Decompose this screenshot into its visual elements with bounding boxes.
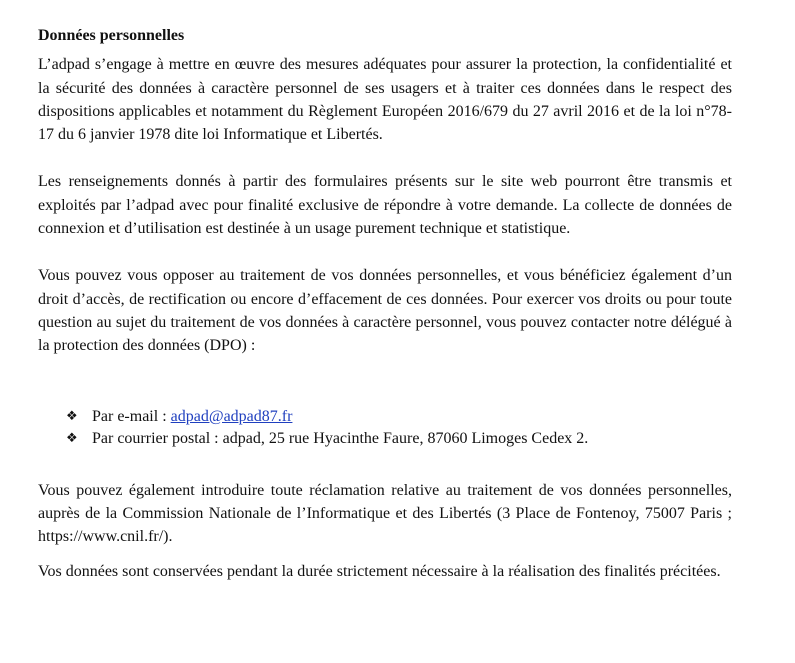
paragraph-commitment: L’adpad s’engage à mettre en œuvre des mesures adéquates pour assurer la protection, la confidentialité et la sécurité des données à caractère personnel de ses usagers et à traiter ces données dans le respect des dispositions applicables et notamment du Règlement Européen 2016/679 du 27 avril 2016 et de la loi n°78-17 du 6 janvier 1978 dite loi Informatique et Libertés. bbox=[38, 56, 732, 144]
paragraph-retention: Vos données sont conservées pendant la durée strictement nécessaire à la réalisation des finalités précitées. bbox=[38, 563, 721, 581]
list-item bbox=[66, 428, 732, 450]
paragraph-forms: Les renseignements donnés à partir des formulaires présents sur le site web pourront être transmis et exploités par l’adpad avec pour finalité exclusive de répondre à votre demande. La collecte de données de connexion et d’utilisation est destinée à un usage purement technique et statistique. bbox=[38, 173, 732, 238]
paragraph-rights: Vous pouvez vous opposer au traitement de vos données personnelles, et vous bénéficiez également d’un droit d’accès, de rectification ou encore d’effacement de ces données. Pour exercer vos droits ou pour toute question au sujet du traitement de vos données à caractère personnel, vous pouvez contacter notre délégué à la protection des données (DPO) : bbox=[38, 267, 732, 355]
diamond-bullet-icon: ❖ bbox=[66, 408, 78, 424]
email-link[interactable]: adpad@adpad87.fr bbox=[170, 407, 293, 425]
paragraph-complaint: Vous pouvez également introduire toute réclamation relative au traitement de vos données personnelles, auprès de la Commission Nationale de l’Informatique et des Libertés (3 Place de Fontenoy, 75007 Paris ; https://www.cnil.fr/). bbox=[38, 481, 732, 546]
diamond-bullet-icon: ❖ bbox=[66, 430, 78, 446]
list-item bbox=[66, 406, 732, 428]
contact-list bbox=[38, 406, 732, 450]
section-title: Données personnelles bbox=[38, 27, 185, 44]
privacy-section bbox=[38, 24, 732, 584]
email-label: Par e-mail : bbox=[92, 407, 171, 425]
postal-address: Par courrier postal : adpad, 25 rue Hyacinthe Faure, 87060 Limoges Cedex 2. bbox=[92, 429, 589, 447]
